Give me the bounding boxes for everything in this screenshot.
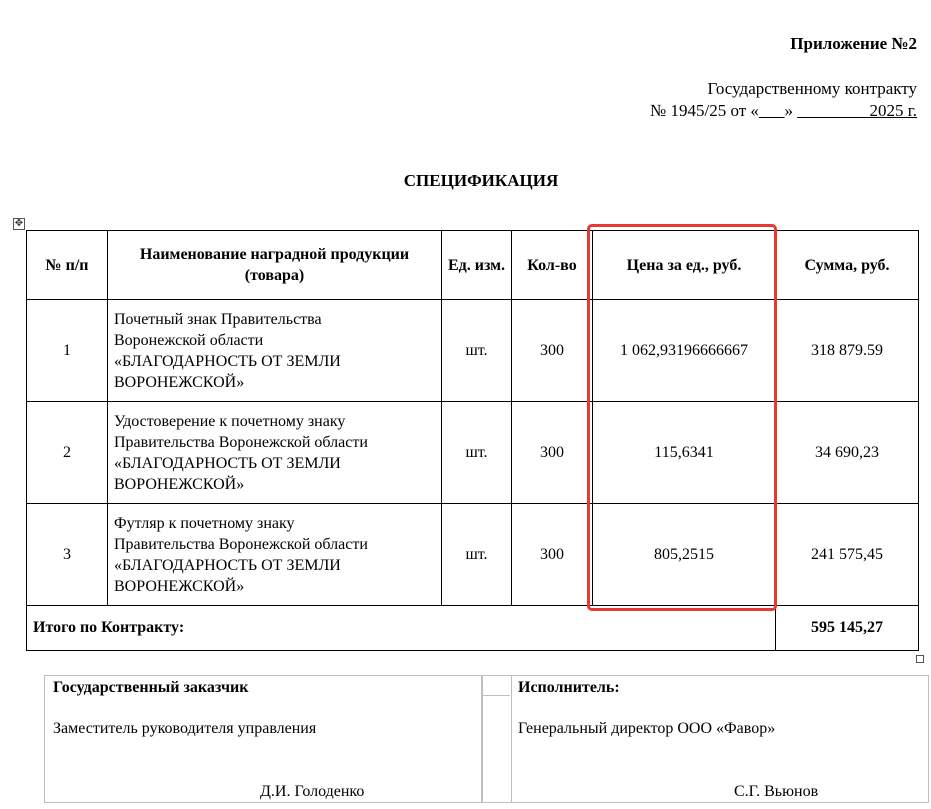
column-header-qty: Кол-во — [512, 231, 593, 300]
cell-price: 1 062,93196666667 — [593, 300, 776, 402]
column-header-unit: Ед. изм. — [442, 231, 512, 300]
customer-name: Д.И. Голоденко — [260, 783, 365, 800]
column-header-name: Наименование наградной продукции (товара) — [108, 231, 442, 300]
column-header-price: Цена за ед., руб. — [593, 231, 776, 300]
cell-price: 115,6341 — [593, 402, 776, 504]
cell-unit: шт. — [442, 504, 512, 606]
cell-sum: 241 575,45 — [776, 504, 919, 606]
cell-name-line: ВОРОНЕЖСКОЙ» — [114, 373, 245, 391]
cell-price: 805,2515 — [593, 504, 776, 606]
cell-sum: 34 690,23 — [776, 402, 919, 504]
spec-title: СПЕЦИФИКАЦИЯ — [403, 171, 559, 190]
cell-name-line: Воронежской области — [114, 331, 264, 349]
cell-name-line: ВОРОНЕЖСКОЙ» — [114, 475, 245, 493]
cell-name-line: Правительства Воронежской области — [114, 433, 368, 451]
cell-name — [108, 300, 442, 402]
cell-name-line: «БЛАГОДАРНОСТЬ ОТ ЗЕМЛИ — [114, 556, 341, 574]
total-label: Итого по Контракту: — [27, 606, 776, 651]
cell-name-line: Удостоверение к почетному знаку — [114, 412, 346, 430]
contract-mid: » — [784, 101, 798, 120]
cell-number: 2 — [27, 402, 108, 504]
cell-unit: шт. — [442, 402, 512, 504]
contractor-position: Генеральный директор ООО «Фавор» — [518, 720, 776, 737]
cell-name-line: «БЛАГОДАРНОСТЬ ОТ ЗЕМЛИ — [114, 454, 341, 472]
table-row — [27, 504, 919, 606]
signature-spacer-divider — [481, 675, 510, 696]
cell-number: 3 — [27, 504, 108, 606]
column-header-sum: Сумма, руб. — [776, 231, 919, 300]
contractor-heading: Исполнитель: — [518, 679, 620, 696]
contract-day-blank: ___ — [758, 101, 785, 120]
table-row — [27, 402, 919, 504]
cell-number: 1 — [27, 300, 108, 402]
customer-signature-block — [44, 675, 483, 803]
cell-name-line: «БЛАГОДАРНОСТЬ ОТ ЗЕМЛИ — [114, 352, 341, 370]
column-header-number: № п/п — [27, 231, 108, 300]
specification-table — [26, 230, 919, 651]
contract-month-blank: ________ — [797, 101, 866, 120]
contractor-name: С.Г. Вьюнов — [734, 783, 819, 800]
cell-qty: 300 — [512, 300, 593, 402]
appendix-title: Приложение №2 — [790, 34, 917, 53]
table-header-row — [27, 231, 919, 300]
contract-number: № 1945/25 от « — [650, 101, 759, 120]
cell-name — [108, 402, 442, 504]
table-row — [27, 300, 919, 402]
table-total-row — [27, 606, 919, 651]
table-resize-handle[interactable] — [916, 655, 924, 663]
cell-qty: 300 — [512, 504, 593, 606]
customer-position: Заместитель руководителя управления — [53, 720, 317, 737]
cell-name-line: Почетный знак Правительства — [114, 310, 322, 328]
contract-line-1: Государственному контракту — [707, 79, 917, 98]
cell-unit: шт. — [442, 300, 512, 402]
cell-name-line: Футляр к почетному знаку — [114, 514, 295, 532]
cell-qty: 300 — [512, 402, 593, 504]
total-value: 595 145,27 — [776, 606, 919, 651]
contract-line-2 — [650, 101, 917, 121]
cell-name — [108, 504, 442, 606]
table-move-handle-icon[interactable]: ✥ — [14, 218, 24, 229]
customer-heading: Государственный заказчик — [53, 679, 249, 696]
contractor-signature-block — [510, 675, 929, 803]
contract-year: 2025 г. — [865, 101, 917, 120]
cell-sum: 318 879.59 — [776, 300, 919, 402]
cell-name-line: Правительства Воронежской области — [114, 535, 368, 553]
cell-name-line: ВОРОНЕЖСКОЙ» — [114, 577, 245, 595]
